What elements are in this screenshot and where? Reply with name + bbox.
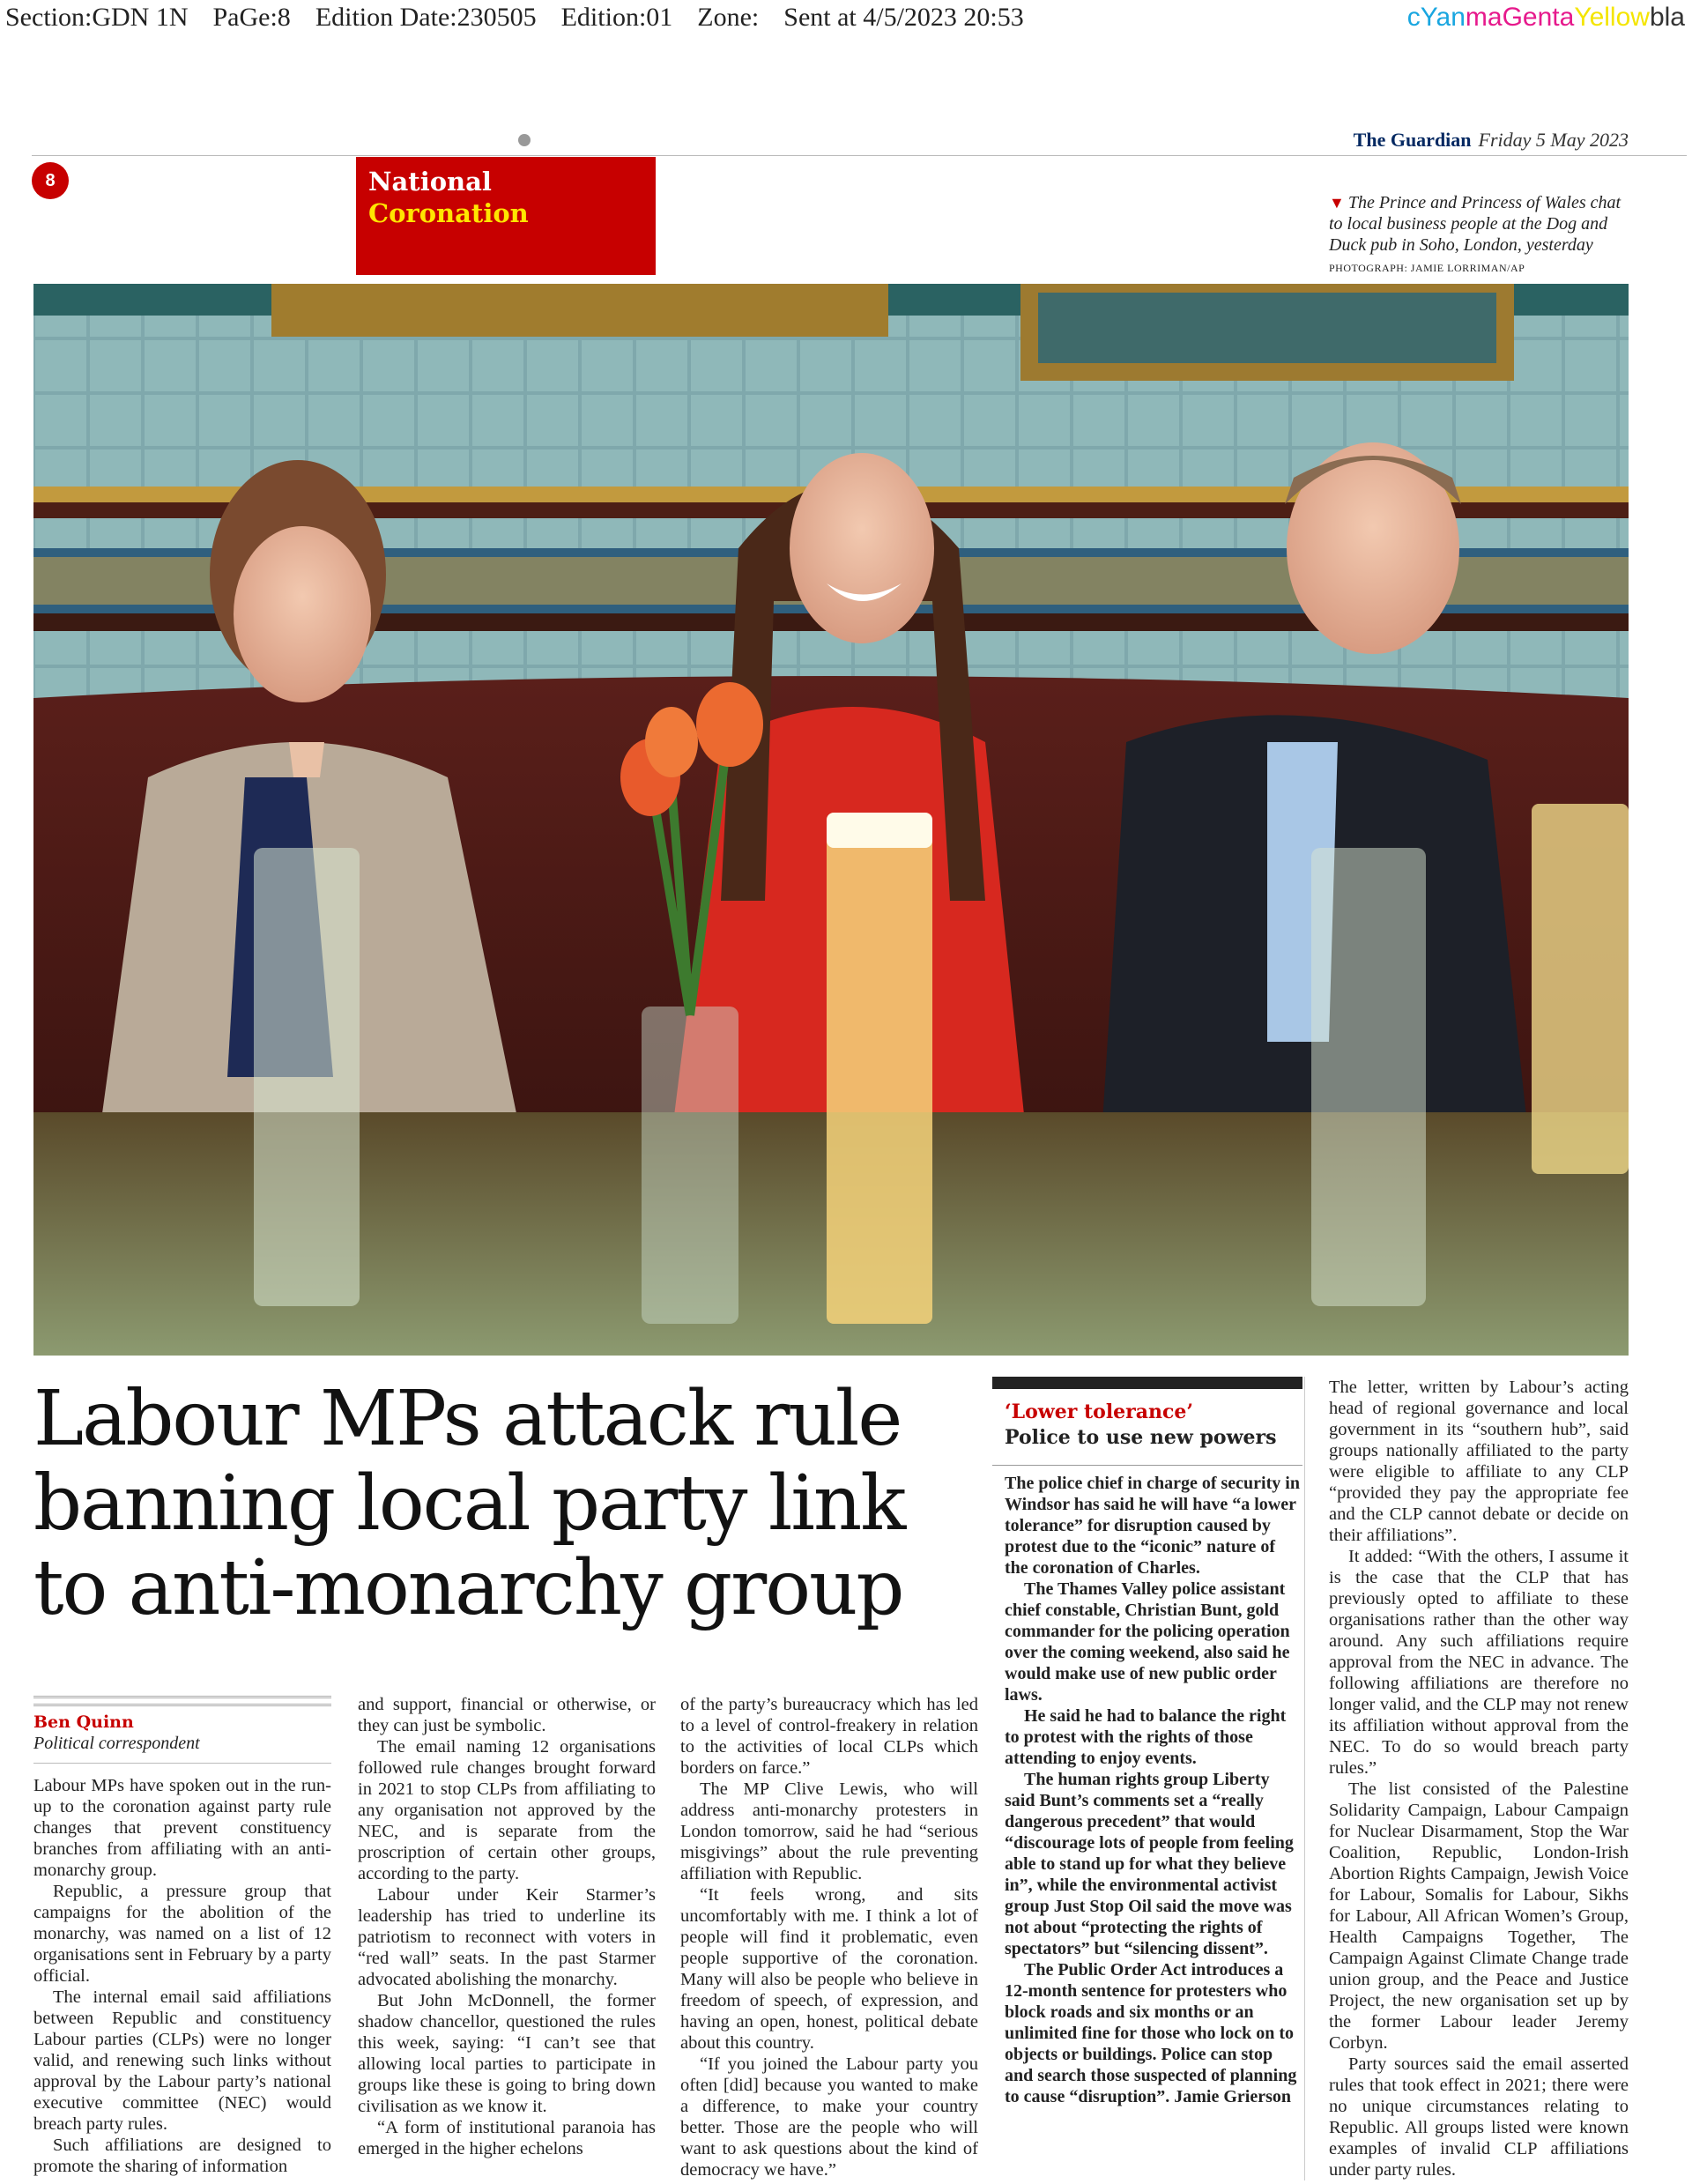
lead-photo xyxy=(33,284,1629,1356)
article-column-5 xyxy=(1329,1377,1629,2180)
sidebar-rule xyxy=(992,1465,1302,1466)
paper-name: The Guardian xyxy=(1353,129,1472,151)
issue-date: Friday 5 May 2023 xyxy=(1478,129,1629,151)
slug-edition-date: Edition Date:230505 xyxy=(315,3,537,32)
sidebar-box xyxy=(992,1377,1302,2107)
color-registration-marks xyxy=(1407,0,1685,35)
caption-arrow-icon: ▼ xyxy=(1329,194,1345,212)
photo-credit: PHOTOGRAPH: JAMIE LORRIMAN/AP xyxy=(1329,262,1525,274)
print-slug xyxy=(5,0,1049,35)
paragraph: But John McDonnell, the former shadow chancellor, questioned the rules this week, saying: “I can’t see that allowing local parties to participate in groups like these is going to bring down civilisation as we know it. xyxy=(358,1991,656,2116)
sidebar-paragraph: He said he had to balance the right to protest with the rights of those attending to enjoy events. xyxy=(1005,1706,1287,1768)
sidebar-title: Police to use new powers xyxy=(1005,1426,1277,1449)
sidebar-paragraph: The Public Order Act introduces a 12-month sentence for protesters who block roads and six months or an unlimited fine for those who lock on to objects or buildings. Police can stop and search those suspected of planning to cause “disruption”. Jamie Grierson xyxy=(1005,1960,1297,2106)
reg-cyan: cYan xyxy=(1406,3,1466,32)
section-primary: National xyxy=(368,167,492,197)
slug-page: PaGe:8 xyxy=(212,3,291,32)
paragraph: Party sources said the email asserted rules that took effect in 2021; there were no unique circumstances relating to Republic. All groups listed were known examples of invalid CLP affiliations under party rules. xyxy=(1329,2054,1629,2180)
sidebar-kicker: ‘Lower tolerance’ xyxy=(1005,1400,1194,1423)
section-flag xyxy=(356,157,656,275)
sidebar-paragraph: The human rights group Liberty said Bunt’s comments set a “really dangerous precedent” that would “discourage lots of people from feeling able to stand up for what they believe in”, while the environmental activist group Just Stop Oil said the move was not about “protecting the rights of spectators” but “silencing dissent”. xyxy=(1005,1770,1294,1958)
byline-rule xyxy=(33,1696,331,1706)
paragraph: The letter, written by Labour’s acting head of regional governance and local government in its “southern hub”, said groups nationally affiliated to the party were eligible to affiliate to any CLP “provided they pay the appropriate fee and the CLP cannot debate or decide on their affiliations”. xyxy=(1329,1378,1629,1545)
page-number: 8 xyxy=(32,162,69,199)
column-divider xyxy=(1304,1377,1305,2180)
paragraph: of the party’s bureaucracy which has led to a level of control-freakery in relation to the activities of local CLPs which borders on farce.” xyxy=(680,1695,978,1778)
headline: Labour MPs attack rule banning local party link to anti-monarchy group xyxy=(33,1375,905,1632)
sidebar-paragraph: The Thames Valley police assistant chief constable, Christian Bunt, gold commander for the policing operation over the coming weekend, also said he would make use of new public order laws. xyxy=(1005,1579,1290,1705)
photo-caption xyxy=(1329,192,1629,279)
slug-section: Section:GDN 1N xyxy=(5,3,189,32)
sidebar-top-bar xyxy=(992,1377,1302,1389)
paragraph: Labour MPs have spoken out in the run-up to the coronation against party rule changes that prevent constituency branches from affiliating with an anti-monarchy group. xyxy=(33,1776,331,1880)
sidebar-body xyxy=(992,1473,1302,2107)
paragraph: The list consisted of the Palestine Solidarity Campaign, Labour Campaign for Nuclear Disarmament, Stop the War Coalition, Republic, London-Irish Abortion Rights Campaign, Jewish Voice for Labour, Somalis for Labour, Sikhs for Labour, All African Women’s Group, Health Campaigns Together, The Campaign Against Climate Change trade union group, and the Peace and Justice Project, the new organisation set up by the former Labour leader Jeremy Corbyn. xyxy=(1329,1779,1629,2053)
section-secondary: Coronation xyxy=(368,198,529,228)
lead-photo-image xyxy=(33,284,1629,1356)
reg-magenta: maGenta xyxy=(1465,3,1575,32)
paragraph: Such affiliations are designed to promote the sharing of information xyxy=(33,2136,331,2176)
byline xyxy=(33,1696,331,1764)
caption-text: The Prince and Princess of Wales chat to local business people at the Dog and Duck pub in Soho, London, yesterday xyxy=(1329,193,1622,255)
reg-black: bla xyxy=(1649,3,1685,32)
slug-zone: Zone: xyxy=(697,3,760,32)
article-column-3 xyxy=(680,1694,978,2180)
registration-dot xyxy=(518,134,531,146)
masthead xyxy=(1354,129,1629,152)
paragraph: The internal email said affiliations between Republic and constituency Labour parties (CLPs) were no longer valid, and renewing such links without approval by the Labour party’s national executive committee (NEC) would breach party rules. xyxy=(33,1987,331,2134)
article-column-1 xyxy=(33,1775,331,2180)
reg-yellow: Yellow xyxy=(1574,3,1650,32)
sidebar-paragraph: The police chief in charge of security in Windsor has said he will have “a lower tolerance” for disruption caused by protest due to the “iconic” nature of the coronation of Charles. xyxy=(1005,1474,1300,1578)
paragraph: Labour under Keir Starmer’s leadership has tried to underline its patriotism to reconnect with voters in “red wall” seats. In the past Starmer advocated abolishing the monarchy. xyxy=(358,1885,656,1989)
byline-bottom-rule xyxy=(33,1763,331,1764)
slug-edition: Edition:01 xyxy=(560,3,673,32)
paragraph: It added: “With the others, I assume it is the case that the CLP that has previously opted to affiliate to these organisations rather than the other way around. Any such affiliations require approval from the NEC in advance. The following affiliations are therefore no longer valid, and the CLP may not renew its affiliation without approval from the NEC. To do so would breach party rules.” xyxy=(1329,1547,1629,1778)
top-rule xyxy=(32,155,1687,156)
paragraph: “A form of institutional paranoia has emerged in the higher echelons xyxy=(358,2118,656,2158)
article-column-2 xyxy=(358,1694,656,2180)
byline-name: Ben Quinn xyxy=(33,1712,134,1732)
paragraph: “It feels wrong, and sits uncomfortably with me. I think a lot of people will find it problematic, even people supportive of the coronation. Many will also be people who believe in freedom of speech, of expression, and having an open, honest, political debate about this country. xyxy=(680,1885,978,2053)
slug-sent: Sent at 4/5/2023 20:53 xyxy=(783,3,1024,32)
byline-role: Political correspondent xyxy=(33,1734,200,1753)
paragraph: The email naming 12 organisations followed rule changes brought forward in 2021 to stop CLPs from affiliating to any organisation not approved by the NEC, and is separate from the proscription of certain other groups, according to the party. xyxy=(358,1737,656,1883)
paragraph: Republic, a pressure group that campaigns for the abolition of the monarchy, was named on a list of 12 organisations sent in February by a party official. xyxy=(33,1882,331,1986)
paragraph: and support, financial or otherwise, or they can just be symbolic. xyxy=(358,1695,656,1735)
paragraph: “If you joined the Labour party you often [did] because you wanted to make a difference, to make your country better. Those are the people who will want to ask questions about the kind of democracy we have.” xyxy=(680,2054,978,2180)
paragraph: The MP Clive Lewis, who will address anti-monarchy protesters in London tomorrow, said he had “serious misgivings” about the rule preventing affiliation with Republic. xyxy=(680,1779,978,1883)
